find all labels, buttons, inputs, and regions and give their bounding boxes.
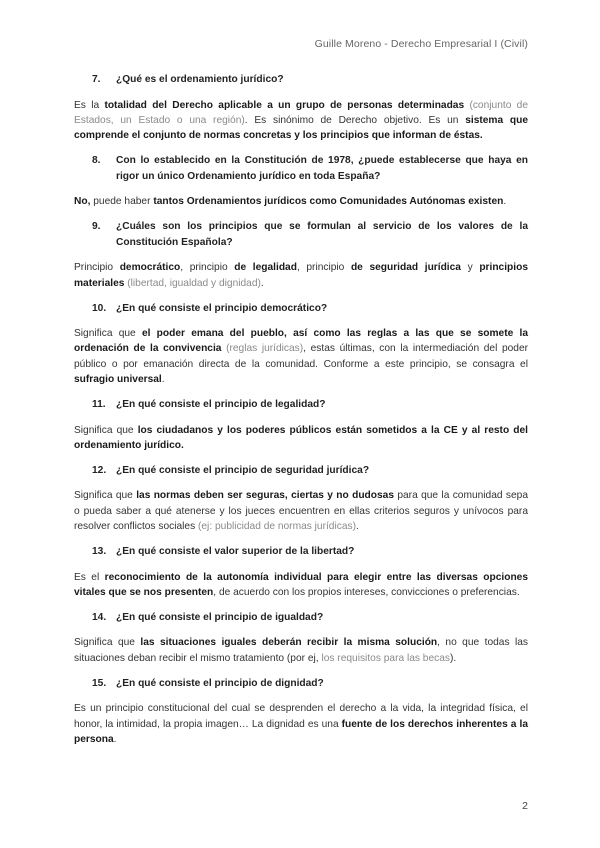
answer-text: y <box>460 262 480 274</box>
answer-text: , no que todas las situaciones deban recibir el mismo tratamiento (por ej, <box>74 637 528 664</box>
answer-bold-text: de legalidad <box>234 262 297 274</box>
answer-text: Significa que <box>74 637 141 649</box>
answer-text: , principio <box>180 262 235 274</box>
answer-note-text: (conjunto de Estados, un Estado o una región) <box>74 99 528 126</box>
page-number: 2 <box>522 800 528 812</box>
question-text: Con lo establecido en la Constitución de 1978, ¿puede establecerse que haya en rigor un único Ordenamiento jurídico en toda España? <box>116 155 528 182</box>
answer-text: Es la <box>74 99 105 111</box>
answer-text: , estas últimas, con la intermediación del poder público o por emanación directa de la comunidad. Conforme a este principio, se consagra el <box>74 343 529 370</box>
answer-text: . <box>355 520 359 532</box>
answer-bold-text: No, <box>74 196 91 208</box>
answer-note-text: los requisitos para las becas <box>321 652 450 664</box>
answer-text: . <box>260 277 264 289</box>
answer-bold-text: principios materiales <box>74 262 528 289</box>
answer-bold-text: las situaciones iguales deberán recibir la misma solución <box>140 637 438 649</box>
question-number: 14. <box>92 611 107 623</box>
question-number: 15. <box>92 677 107 689</box>
question-heading <box>92 301 528 317</box>
answer-paragraph <box>74 194 528 209</box>
question-number: 8. <box>92 155 101 167</box>
question-text: ¿En qué consiste el principio de igualdad? <box>116 611 324 623</box>
question-text: ¿En qué consiste el principio de legalidad? <box>116 399 326 411</box>
answer-bold-text: fuente de los derechos inherentes a la persona <box>74 718 528 745</box>
answer-note-text: (reglas jurídicas) <box>221 343 304 355</box>
answer-text: , de acuerdo con los propios intereses, convicciones o preferencias. <box>213 586 520 598</box>
answer-paragraph <box>74 423 528 453</box>
answer-paragraph <box>74 98 528 144</box>
question-number: 9. <box>92 221 101 233</box>
answer-text: . <box>503 196 507 208</box>
question-heading <box>92 397 528 413</box>
question-number: 10. <box>92 302 107 314</box>
answer-paragraph <box>74 488 528 534</box>
answer-note-text: (libertad, igualdad y dignidad) <box>124 277 261 289</box>
answer-text: para que la comunidad sepa o pueda saber a qué atenerse y los jueces encuentren en ellas criterios seguros y unívocos para resolver conflictos sociales <box>74 490 528 532</box>
answer-bold-text: las normas deben ser seguras, ciertas y no dudosas <box>136 490 394 502</box>
question-heading <box>92 463 528 479</box>
question-heading <box>92 219 528 250</box>
answer-text: ). <box>450 652 457 664</box>
answer-bold-text: reconocimiento de la autonomía individual para elegir entre las diversas opciones vitales que se nos presenten <box>74 571 529 598</box>
answer-bold-text: de seguridad jurídica <box>350 262 461 274</box>
question-heading <box>92 72 528 88</box>
answer-paragraph <box>74 570 528 600</box>
answer-bold-text: el poder emana del pueblo, así como las reglas a las que se somete la ordenación de la convivencia <box>74 328 528 355</box>
answer-paragraph <box>74 701 528 747</box>
answer-text: . <box>113 733 117 745</box>
question-number: 7. <box>92 74 101 85</box>
question-text: ¿En qué consiste el principio democrático? <box>116 302 328 314</box>
answer-text: , principio <box>296 262 351 274</box>
question-heading <box>92 153 528 184</box>
answer-text: Significa que <box>74 490 137 502</box>
answer-bold-text: los ciudadanos y los poderes públicos están sometidos a la CE y al resto del ordenamiento jurídico. <box>74 424 528 451</box>
question-number: 12. <box>92 464 107 476</box>
question-heading <box>92 676 528 692</box>
answer-text: puede haber <box>90 196 154 208</box>
answer-text: Principio <box>74 262 120 274</box>
answer-text: Es el <box>74 571 105 583</box>
answer-bold-text: sistema que comprende el conjunto de normas concretas y los principios que informan de éstas. <box>74 114 529 141</box>
answer-text: . Es sinónimo de Derecho objetivo. Es un <box>244 114 466 126</box>
question-number: 13. <box>92 546 107 558</box>
question-text: ¿Qué es el ordenamiento jurídico? <box>116 74 284 85</box>
question-text: ¿Cuáles son los principios que se formulan al servicio de los valores de la Constitución Española? <box>116 221 528 248</box>
question-text: ¿En qué consiste el principio de seguridad jurídica? <box>116 464 370 476</box>
answer-paragraph <box>74 326 528 387</box>
answer-text: . <box>161 373 165 385</box>
question-text: ¿En qué consiste el principio de dignidad? <box>116 677 324 689</box>
answer-bold-text: totalidad del Derecho aplicable a un grupo de personas determinadas <box>104 99 465 111</box>
answer-bold-text: democrático <box>119 262 181 274</box>
answer-paragraph <box>74 635 528 665</box>
answer-text: Significa que <box>74 424 138 436</box>
answer-paragraph <box>74 260 528 290</box>
answer-bold-text: sufragio universal <box>74 373 162 385</box>
question-number: 11. <box>92 399 106 411</box>
answer-text: Significa que <box>74 328 142 340</box>
question-heading <box>92 544 528 560</box>
question-heading <box>92 610 528 626</box>
answer-text: Es un principio constitucional del cual se desprenden el derecho a la vida, la integridad física, el honor, la intimidad, la propia imagen… La dignidad es una <box>74 703 528 730</box>
page-header: Guille Moreno - Derecho Empresarial I (Civil) <box>314 38 528 50</box>
document-body <box>74 72 528 757</box>
answer-note-text: (ej: publicidad de normas jurídicas) <box>198 520 356 532</box>
answer-bold-text: tantos Ordenamientos jurídicos como Comunidades Autónomas existen <box>153 196 504 208</box>
question-text: ¿En qué consiste el valor superior de la libertad? <box>116 546 355 558</box>
